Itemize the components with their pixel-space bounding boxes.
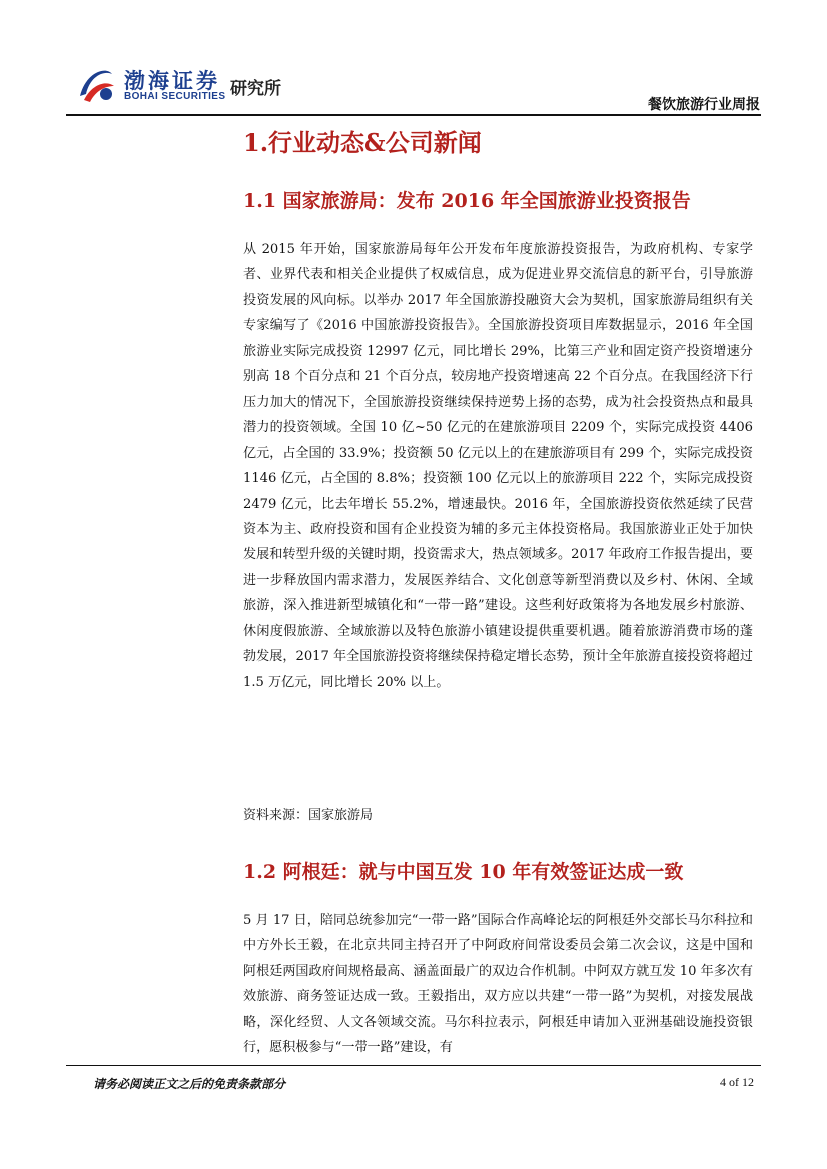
logo-chinese-name: 渤海证券 xyxy=(124,69,220,93)
article-1-source: 资料来源：国家旅游局 xyxy=(243,808,374,823)
header-divider xyxy=(66,114,761,116)
article-1-title: 1.1 国家旅游局：发布 2016 年全国旅游业投资报告 xyxy=(243,190,691,212)
article-1-body: 从 2015 年开始，国家旅游局每年公开发布年度旅游投资报告，为政府机构、专家学者、业界代表和相关企业提供了权威信息，成为促进业界交流信息的新平台，引导旅游投资发展的风向标。以举办 2017 年全国旅游投融资大会为契机，国家旅游局组织有关专家编写了《2016 中国旅游投资报告》。全国旅游投资项目库数据显示，2016 年全国旅游业实际完成投资 12997 亿元，同比增长 29%，比第三产业和固定资产投资增速分别高 18 个百分点和 21 个百分点，较房地产投资增速高 22 个百分点。在我国经济下行压力加大的情况下，全国旅游投资继续保持逆势上扬的态势，成为社会投资热点和最具潜力的投资领域。全国 10 亿~50 亿元的在建旅游项目 2209 个，实际完成投资 4406 亿元，占全国的 33.9%；投资额 50 亿元以上的在建旅游项目有 299 个，实际完成投资 1146 亿元，占全国的 8.8%；投资额 100 亿元以上的旅游项目 222 个，实际完成投资 2479 亿元，比去年增长 55.2%，增速最快。2016 年，全国旅游投资依然延续了民营资本为主、政府投资和国有企业投资为辅的多元主体投资格局。我国旅游业正处于加快发展和转型升级的关键时期，投资需求大，热点领域多。2017 年政府工作报告提出，要进一步释放国内需求潜力，发展医养结合、文化创意等新型消费以及乡村、休闲、全域旅游，深入推进新型城镇化和“一带一路”建设。这些利好政策将为各地发展乡村旅游、休闲度假旅游、全域旅游以及特色旅游小镇建设提供重要机遇。随着旅游消费市场的蓬勃发展，2017 年全国旅游投资将继续保持稳定增长态势，预计全年旅游直接投资将超过 1.5 万亿元，同比增长 20% 以上。 xyxy=(243,242,753,690)
article-2-body: 5 月 17 日，陪同总统参加完“一带一路”国际合作高峰论坛的阿根廷外交部长马尔科拉和中方外长王毅，在北京共同主持召开了中阿政府间常设委员会第二次会议，这是中国和阿根廷两国政府间规格最高、涵盖面最广的双边合作机制。中阿双方就互发 10 年多次有效旅游、商务签证达成一致。王毅指出，双方应以共建“一带一路”为契机，对接发展战略，深化经贸、人文各领域交流。马尔科拉表示，阿根廷申请加入亚洲基础设施投资银行，愿积极参与“一带一路”建设，有 xyxy=(243,913,753,1056)
bohai-logo xyxy=(76,64,296,106)
report-type: 餐饮旅游行业周报 xyxy=(648,97,760,113)
footer-divider xyxy=(66,1065,761,1066)
footer-disclaimer: 请务必阅读正文之后的免责条款部分 xyxy=(93,1077,286,1091)
page-number: 4 of 12 xyxy=(720,1075,754,1089)
section-title: 1.行业动态&公司新闻 xyxy=(243,128,482,157)
logo-english-name: BOHAI SECURITIES xyxy=(124,91,226,102)
bohai-logo-icon xyxy=(76,64,116,104)
institute-label: 研究所 xyxy=(230,79,281,99)
article-2-title: 1.2 阿根廷：就与中国互发 10 年有效签证达成一致 xyxy=(243,861,684,883)
